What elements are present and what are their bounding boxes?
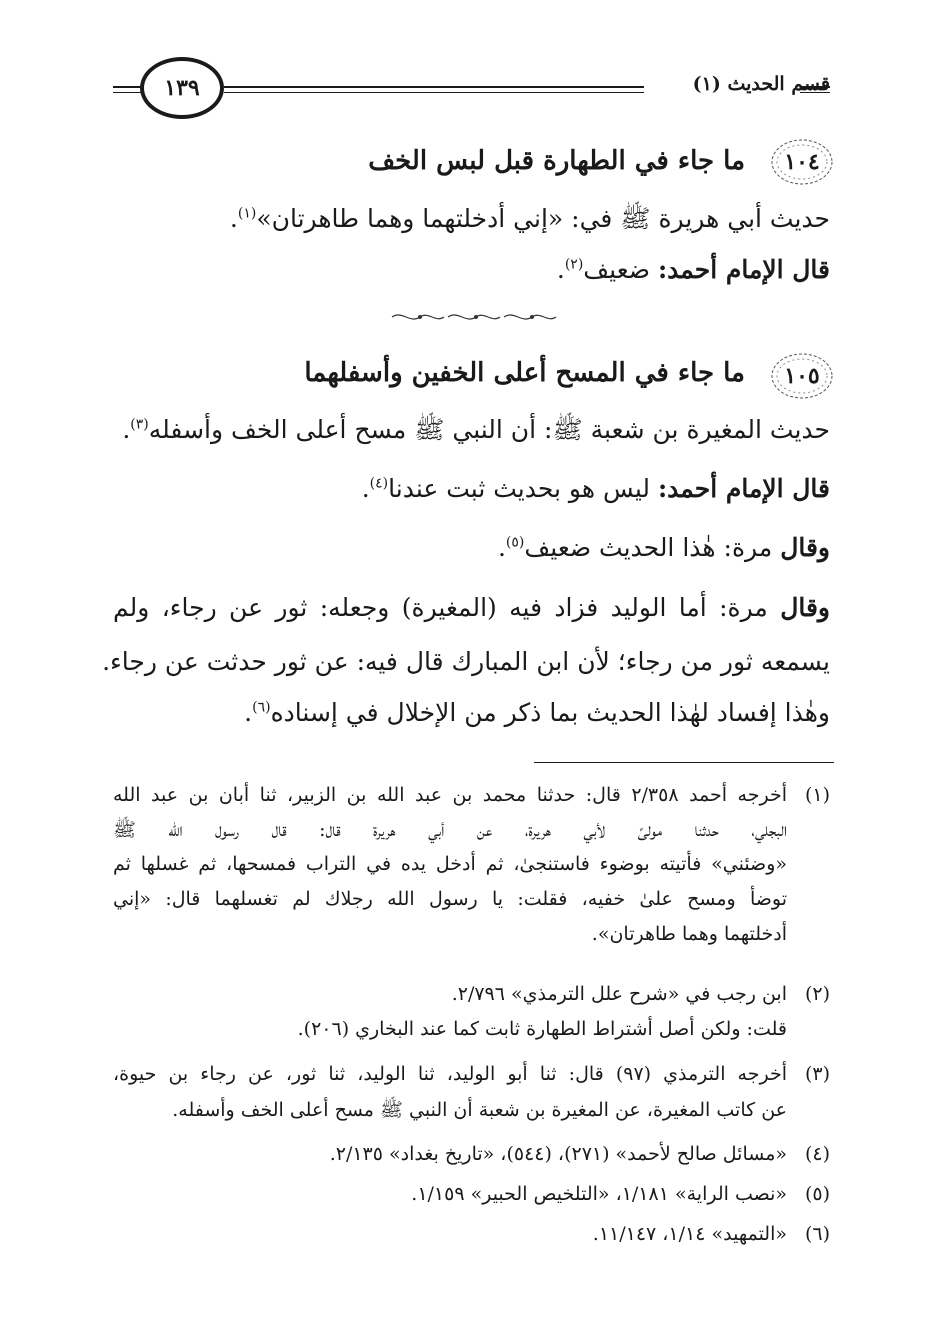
header-rule-middle <box>224 86 644 88</box>
header-rule-left <box>113 86 143 88</box>
page-number: ١٣٩ <box>140 57 224 119</box>
ruling-line <box>244 698 830 727</box>
line-text: ليس هو بحديث ثبت عندنا <box>388 474 658 503</box>
line-text: وهٰذا إفساد لهٰذا الحديث بما ذكر من الإخلال في إسناده <box>270 698 830 727</box>
hadith-line <box>122 414 830 451</box>
footnote-ref: (٣) <box>130 416 149 433</box>
footnote-line: «نصب الراية» ١/١٨١، «التلخيص الحبير» ١/١٥٩. <box>411 1183 787 1205</box>
line-end: . <box>244 698 253 727</box>
ruling-line <box>362 474 830 503</box>
footnote-number: (٣) <box>804 1063 830 1085</box>
ruling-line <box>557 255 830 284</box>
footnote-ref: (٢) <box>564 256 584 273</box>
footnote-ref: (١) <box>237 205 257 222</box>
line-end: . <box>229 204 238 233</box>
section-divider-ornament <box>388 308 560 326</box>
footnote-line: أخرجه أحمد ٢/٣٥٨ قال: حدثنا محمد بن عبد الله بن الزبير، ثنا أبان بن عبد الله <box>113 784 787 806</box>
footnote-ref: (٦) <box>252 699 271 716</box>
line-text: مرة: أما الوليد فزاد فيه (المغيرة) وجعله: ثور عن رجاء، ولم <box>113 593 781 622</box>
section-title: ما جاء في الطهارة قبل لبس الخف <box>368 146 745 176</box>
footnote-ref: (٤) <box>369 475 389 492</box>
footnote-line: ابن رجب في «شرح علل الترمذي» ٢/٧٩٦. <box>451 983 787 1005</box>
footnote-line: عن كاتب المغيرة، عن المغيرة بن شعبة أن النبي ﷺ مسح أعلى الخف وأسفله. <box>172 1099 787 1121</box>
speaker-label: قال الإمام أحمد: <box>657 474 830 503</box>
line-text: حديث أبي هريرة ﷺ في: «إني أدخلتهما وهما طاهرتان» <box>256 204 830 233</box>
footnote-line: قلت: ولكن أصل أشتراط الطهارة ثابت كما عند البخاري (٢٠٦). <box>297 1018 787 1040</box>
section-title: ما جاء في المسح أعلى الخفين وأسفلهما <box>304 358 745 388</box>
line-text: يسمعه ثور من رجاء؛ لأن ابن المبارك قال فيه: عن ثور حدثت عن رجاء. <box>102 647 830 676</box>
footnote-number: (٥) <box>804 1183 830 1205</box>
line-text: ضعيف <box>583 255 658 284</box>
footnote-line: البجلي، حدثنا مولىً لأبي هريرة، عن أبي هريرة قال: قال رسول الله ﷺ <box>113 819 787 841</box>
section-number: ١٠٤ <box>784 149 820 175</box>
footnote-line: أخرجه الترمذي (٩٧) قال: ثنا أبو الوليد، ثنا الوليد، ثنا ثور، عن رجاء بن حيوة، <box>113 1063 787 1085</box>
speaker-label: وقال <box>780 533 830 562</box>
line-end: . <box>497 533 506 562</box>
footnote-line: «مسائل صالح لأحمد» (٢٧١)، (٥٤٤)، «تاريخ بغداد» ٢/١٣٥. <box>329 1143 787 1165</box>
footnote-rule <box>534 762 834 763</box>
line-end: . <box>122 415 131 444</box>
section-number-badge <box>770 351 834 401</box>
header-rule-left-thin <box>113 92 143 93</box>
ruling-line <box>113 593 830 622</box>
footnote-line: «التمهيد» ١/١٤، ١١/١٤٧. <box>592 1223 787 1245</box>
speaker-label: قال الإمام أحمد: <box>657 255 830 284</box>
footnote-ref: (٥) <box>505 534 525 551</box>
footnote-number: (١) <box>804 784 830 806</box>
footnote-number: (٦) <box>804 1223 830 1245</box>
hadith-line <box>230 203 830 240</box>
footnote-number: (٢) <box>804 983 830 1005</box>
ruling-line <box>498 533 830 562</box>
header-rule-middle-thin <box>224 92 644 93</box>
footnote-line: أدخلتهما وهما طاهرتان». <box>591 923 787 945</box>
running-title: قسم الحديث (١) <box>692 73 830 95</box>
footnote-line: توضأ ومسح علىٰ خفيه، فقلت: يا رسول الله رجلاك لم تغسلهما قال: «إني <box>113 888 787 910</box>
line-end: . <box>556 255 565 284</box>
section-number: ١٠٥ <box>784 363 820 389</box>
line-end: . <box>361 474 370 503</box>
speaker-label: وقال <box>780 593 830 622</box>
section-number-badge <box>770 137 834 187</box>
footnote-line: «وضئني» فأتيته بوضوء فاستنجىٰ، ثم أدخل يده في التراب فمسحها، ثم غسلها ثم <box>113 853 787 875</box>
line-text: حديث المغيرة بن شعبة ﷺ: أن النبي ﷺ مسح أعلى الخف وأسفله <box>148 415 830 444</box>
ruling-line <box>102 647 830 676</box>
footnote-number: (٤) <box>804 1143 830 1165</box>
line-text: مرة: هٰذا الحديث ضعيف <box>524 533 781 562</box>
